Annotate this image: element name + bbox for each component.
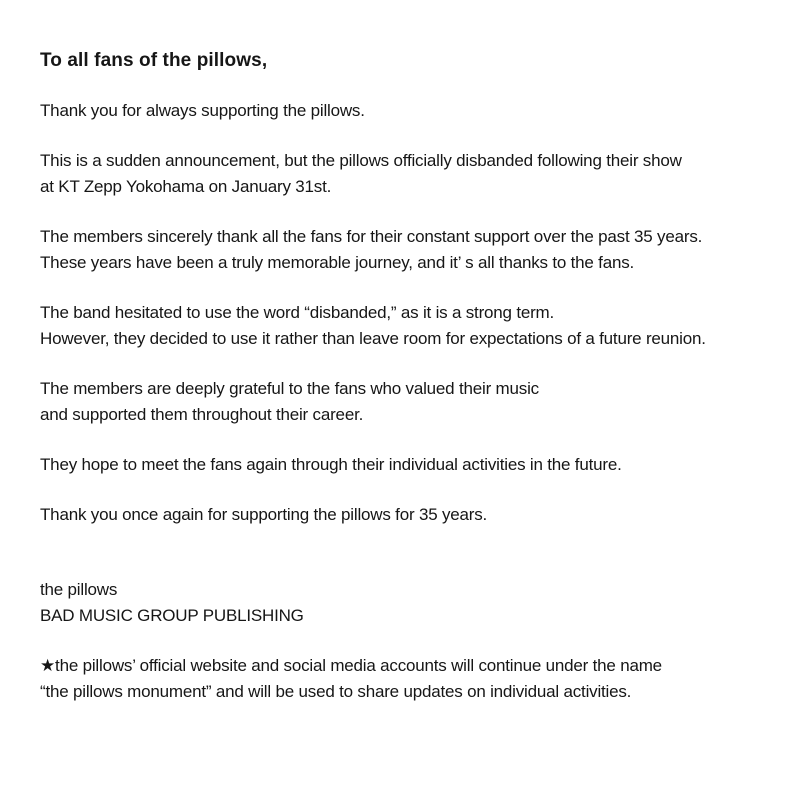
text-line: They hope to meet the fans again through their individual activities in the future. <box>40 455 622 474</box>
paragraph <box>40 224 765 276</box>
text-line: The members are deeply grateful to the fans who valued their music <box>40 379 539 398</box>
text-line: at KT Zepp Yokohama on January 31st. <box>40 177 332 196</box>
text-line: The members sincerely thank all the fans for their constant support over the past 35 years. <box>40 227 703 246</box>
paragraph <box>40 452 765 478</box>
footnote-line: “the pillows monument” and will be used to share updates on individual activities. <box>40 682 632 701</box>
text-line: This is a sudden announcement, but the pillows officially disbanded following their show <box>40 151 682 170</box>
text-line: However, they decided to use it rather than leave room for expectations of a future reunion. <box>40 329 706 348</box>
signature-publisher: BAD MUSIC GROUP PUBLISHING <box>40 606 304 625</box>
paragraph <box>40 376 765 428</box>
text-line: These years have been a truly memorable journey, and it’ s all thanks to the fans. <box>40 253 635 272</box>
letter-heading: To all fans of the pillows, <box>40 50 268 71</box>
text-line: and supported them throughout their career. <box>40 405 364 424</box>
signature-block <box>40 577 765 629</box>
paragraph <box>40 502 765 528</box>
text-line: Thank you for always supporting the pillows. <box>40 101 365 120</box>
footnote-line: ★the pillows’ official website and social media accounts will continue under the name <box>40 656 662 675</box>
paragraph <box>40 148 765 200</box>
text-line: The band hesitated to use the word “disbanded,” as it is a strong term. <box>40 303 555 322</box>
text-line: Thank you once again for supporting the pillows for 35 years. <box>40 505 488 524</box>
paragraph <box>40 300 765 352</box>
footnote-block <box>40 653 765 705</box>
signature-band-name: the pillows <box>40 580 118 599</box>
paragraph <box>40 98 765 124</box>
